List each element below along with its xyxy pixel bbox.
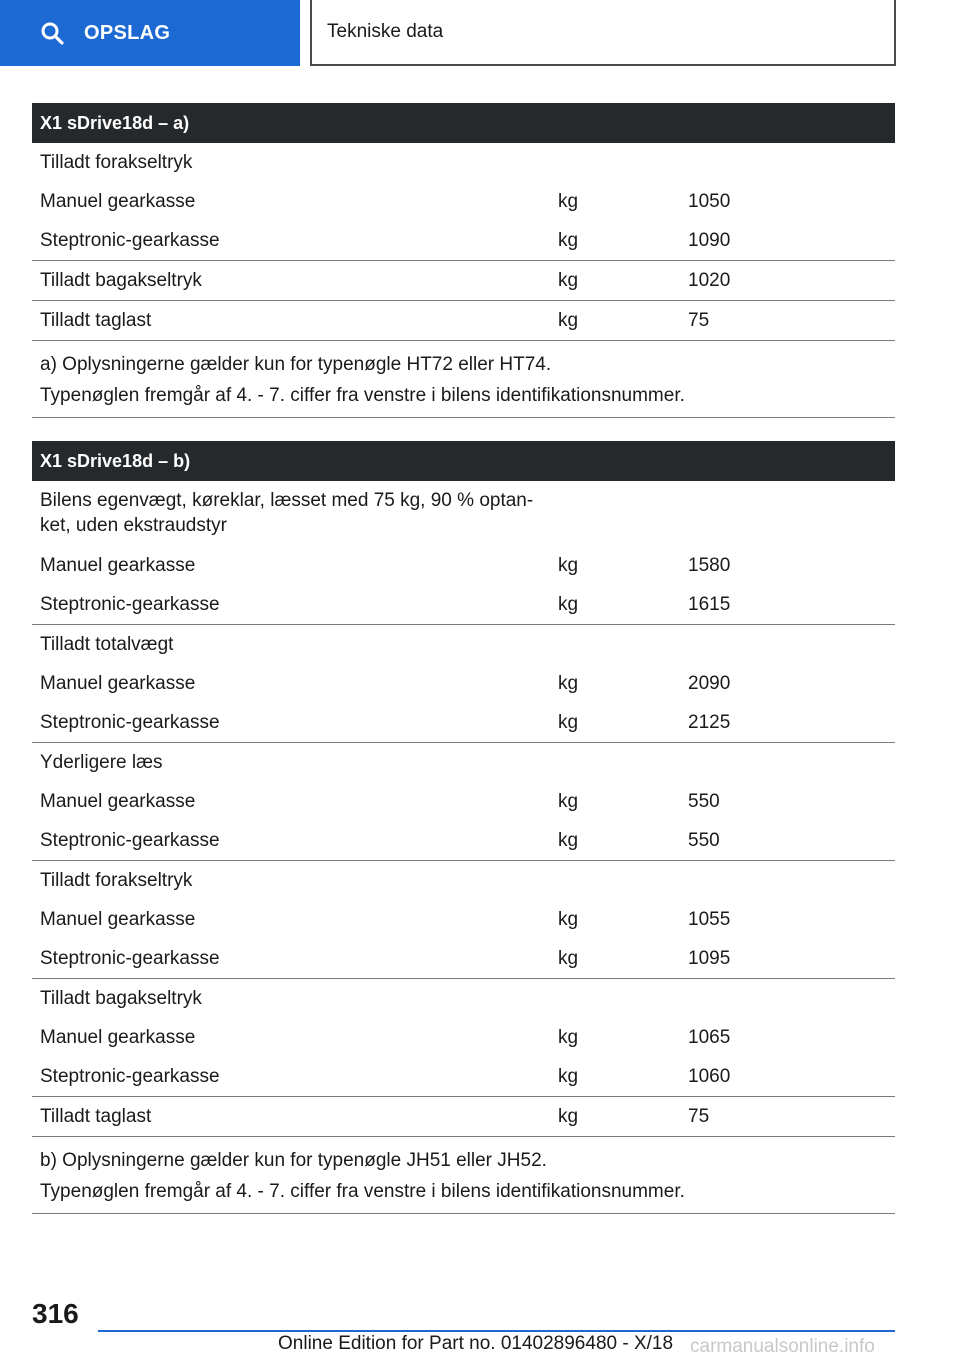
table-row [32, 900, 895, 939]
page-number: 316 [32, 1298, 79, 1329]
row-unit: kg [558, 909, 579, 930]
row-value [678, 979, 895, 993]
table-row [32, 861, 895, 900]
table-row [32, 301, 895, 341]
row-value: 75 [688, 1106, 710, 1127]
row-unit: kg [558, 712, 579, 733]
row-label: Tilladt bagakseltryk [40, 988, 202, 1009]
row-value: 1050 [688, 191, 731, 212]
row-label: Tilladt bagakseltryk [40, 270, 202, 291]
watermark: carmanualsonline.info [690, 1336, 875, 1357]
table-row [32, 664, 895, 703]
row-label: Yderligere læs [40, 752, 163, 773]
table-row [32, 782, 895, 821]
table-row [32, 743, 895, 782]
row-unit: kg [558, 830, 579, 851]
row-unit [548, 143, 678, 157]
row-value: 1580 [688, 555, 731, 576]
row-label: Manuel gearkasse [40, 673, 196, 694]
top-bar [0, 0, 960, 66]
table-b-title: X1 sDrive18d – b) [32, 441, 895, 481]
row-label: Tilladt taglast [40, 310, 152, 331]
edition-text: Online Edition for Part no. 01402896480 - X/18 [278, 1333, 674, 1354]
row-value: 550 [688, 791, 720, 812]
row-value: 2125 [688, 712, 731, 733]
search-icon [40, 21, 64, 45]
row-unit: kg [558, 1066, 579, 1087]
row-value [678, 861, 895, 875]
row-label: Tilladt totalvægt [40, 634, 174, 655]
row-value: 2090 [688, 673, 731, 694]
row-label: Steptronic-gearkasse [40, 830, 220, 851]
row-value [678, 625, 895, 639]
row-unit [548, 979, 678, 993]
table-row [32, 481, 895, 546]
row-value: 1065 [688, 1027, 731, 1048]
row-label: Manuel gearkasse [40, 791, 196, 812]
row-unit [548, 625, 678, 639]
row-unit: kg [558, 230, 579, 251]
row-unit [548, 861, 678, 875]
row-label: Tilladt forakseltryk [40, 152, 193, 173]
table-b-footnote [32, 1137, 895, 1214]
table-row [32, 143, 895, 182]
footnote-line: Typenøglen fremgår af 4. - 7. ciffer fra venstre i bilens identifikationsnummer. [40, 385, 685, 406]
table-row [32, 182, 895, 221]
row-label: Steptronic-gearkasse [40, 594, 220, 615]
table-row [32, 939, 895, 979]
row-value: 1615 [688, 594, 731, 615]
row-unit: kg [558, 555, 579, 576]
row-label: Steptronic-gearkasse [40, 230, 220, 251]
row-unit: kg [558, 791, 579, 812]
row-value: 1090 [688, 230, 731, 251]
row-label: Tilladt taglast [40, 1106, 152, 1127]
table-row [32, 585, 895, 625]
search-button[interactable] [0, 0, 300, 66]
search-button-label: OPSLAG [84, 21, 171, 44]
table-row [32, 261, 895, 301]
row-label: Steptronic-gearkasse [40, 712, 220, 733]
row-value [678, 143, 895, 157]
row-label: Steptronic-gearkasse [40, 1066, 220, 1087]
row-label: Bilens egenvægt, køreklar, læsset med 75 kg, 90 % optanket, uden ekstraudstyr [40, 490, 534, 536]
table-a-title: X1 sDrive18d – a) [32, 103, 895, 143]
table-row [32, 1097, 895, 1137]
row-value: 1020 [688, 270, 731, 291]
row-unit: kg [558, 191, 579, 212]
row-unit: kg [558, 594, 579, 615]
row-unit [548, 743, 678, 757]
section-header [310, 0, 896, 66]
footnote-line: Typenøglen fremgår af 4. - 7. ciffer fra venstre i bilens identifikationsnummer. [40, 1181, 685, 1202]
row-unit: kg [558, 1027, 579, 1048]
row-label: Steptronic-gearkasse [40, 948, 220, 969]
table-row [32, 979, 895, 1018]
footnote-line: a) Oplysningerne gælder kun for typenøgle HT72 eller HT74. [40, 354, 552, 375]
row-value [678, 481, 895, 495]
row-value: 1060 [688, 1066, 731, 1087]
table-row [32, 625, 895, 664]
row-unit: kg [558, 310, 579, 331]
spec-table-a [32, 103, 895, 418]
table-row [32, 703, 895, 743]
row-value: 75 [688, 310, 710, 331]
row-value: 1095 [688, 948, 731, 969]
row-unit: kg [558, 948, 579, 969]
row-value: 1055 [688, 909, 731, 930]
row-label: Manuel gearkasse [40, 1027, 196, 1048]
row-unit: kg [558, 673, 579, 694]
table-row [32, 1057, 895, 1097]
row-unit: kg [558, 270, 579, 291]
table-row [32, 221, 895, 261]
row-unit: kg [558, 1106, 579, 1127]
footer-divider [98, 1330, 895, 1332]
row-label: Tilladt forakseltryk [40, 870, 193, 891]
row-value [678, 743, 895, 757]
spec-table-b [32, 441, 895, 1214]
footnote-line: b) Oplysningerne gælder kun for typenøgle JH51 eller JH52. [40, 1150, 547, 1171]
row-label: Manuel gearkasse [40, 191, 196, 212]
table-row [32, 821, 895, 861]
table-row [32, 546, 895, 585]
table-row [32, 1018, 895, 1057]
table-a-footnote [32, 341, 895, 418]
section-title[interactable]: Tekniske data [327, 21, 444, 42]
row-unit [548, 481, 678, 495]
row-value: 550 [688, 830, 720, 851]
row-label: Manuel gearkasse [40, 909, 196, 930]
row-label: Manuel gearkasse [40, 555, 196, 576]
